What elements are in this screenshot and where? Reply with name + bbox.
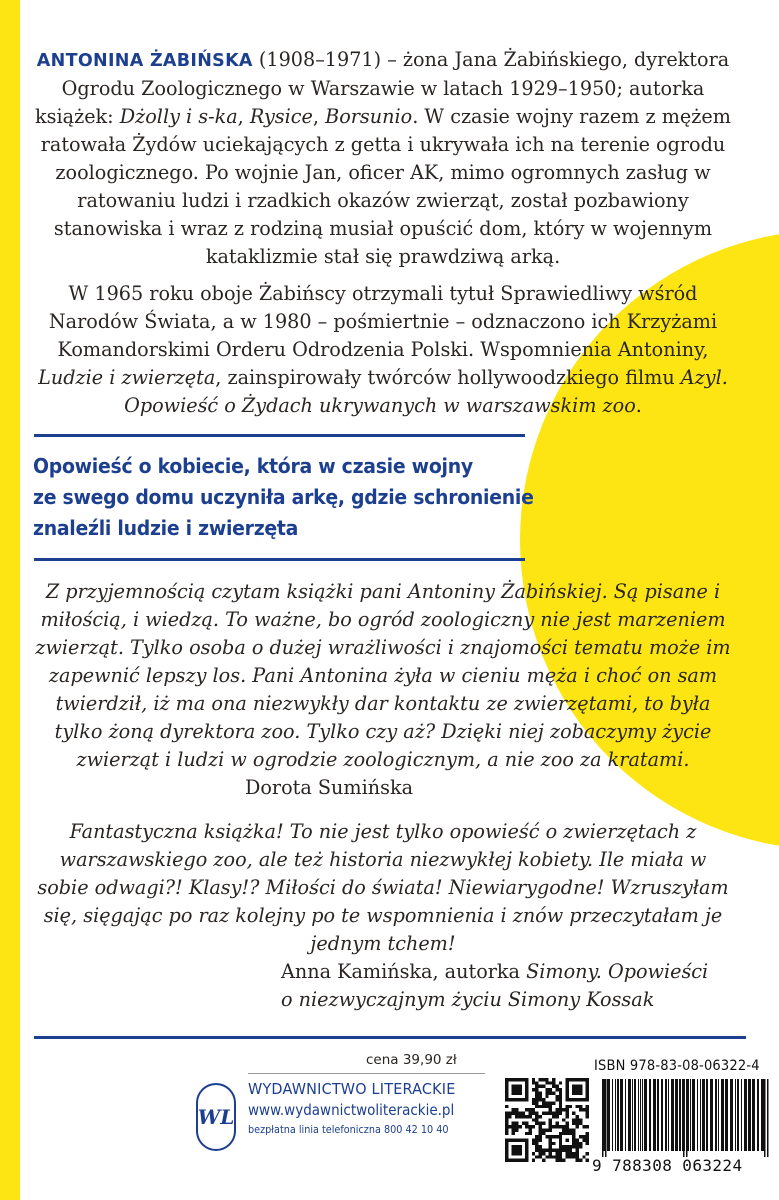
bio-text: , zainspirowały twórców hollywoodzkiego filmu <box>215 366 681 389</box>
price-divider <box>248 1073 485 1074</box>
bio-text: . W czasie wojny razem z mężem ratowała Żydów uciekających z getta i ukrywała ich na terenie ogrodu zoologicznego. Po wojnie Jan, oficer AK, mimo ogromnych zasług w ratowaniu ludzi i rzadkich okazów zwierząt, został pozbawiony stanowiska i wraz z rodziną musiał opuścić dom, który w wojennym kataklizmie stał się prawdziwą arką. <box>40 105 731 268</box>
review-author: Dorota Sumińska <box>245 776 414 799</box>
tagline-line: Opowieść o kobiecie, która w czasie wojny <box>33 454 473 478</box>
barcode-digits: 9 788308 063224 <box>592 1156 743 1175</box>
book-title: Rysice <box>249 105 313 128</box>
publisher-name: WYDAWNICTWO LITERACKIE <box>248 1080 456 1098</box>
isbn: ISBN 978-83-08-06322-4 <box>594 1058 760 1074</box>
book-title: Ludzie i zwierzęta <box>38 366 216 389</box>
bio-text: . <box>635 394 642 417</box>
bio-text: W 1965 roku oboje Żabińscy otrzymali tytuł Sprawiedliwy wśród Narodów Świata, a w 1980 – pośmiertnie – odznaczono ich Krzyżami Komandorskimi Orderu Odrodzenia Polski. Wspomnienia Antoniny, <box>48 282 718 361</box>
bio-text: (1908–1971) – żona Jana Żabińskiego, dyrektora Ogrodu Zoologicznego w Warszawie w latach 1929–1950; autorka książek: <box>35 48 730 128</box>
tagline-line: znaleźli ludzie i zwierzęta <box>33 516 299 540</box>
author-name: ANTONINA ŻABIŃSKA <box>36 51 253 71</box>
logo-letters: WL <box>197 1105 235 1129</box>
separator: , <box>312 105 326 128</box>
barcode-icon <box>592 1079 774 1157</box>
publisher-url: www.wydawnictwoliterackie.pl <box>248 1101 455 1119</box>
review-quote: Z przyjemnością czytam książki pani Antoniny Żabińskiej. Są pisane i miłością, i wiedzą. To ważne, bo ogród zoologiczny nie jest marzeniem zwierząt. Tylko osoba o dużej wrażliwości i znajomości tematu może im zapewnić lepszy los. Pani Antonina żyła w cieniu męża i choć on sam twierdził, iż ma ona niezwykły dar kontaktu ze zwierzętami, to była tylko żoną dyrektora zoo. Tylko czy aż? Dzięki niej zobaczymy życie zwierząt i ludzi w ogrodzie zoologicznym, a nie zoo za kratami. <box>35 580 731 771</box>
book-title: Dżolly i s-ka <box>119 105 238 128</box>
review-author-book: Simony. Opowieści <box>526 960 709 983</box>
qr-code-icon <box>505 1078 589 1162</box>
price: cena 39,90 zł <box>366 1052 457 1068</box>
tagline-line: ze swego domu uczyniła arkę, gdzie schronienie <box>33 485 534 509</box>
publisher-logo-icon <box>196 1083 236 1151</box>
review-quote: Fantastyczna książka! To nie jest tylko opowieść o zwierzętach z warszawskiego zoo, ale też historia niezwykłej kobiety. Ile miała w sobie odwagi?! Klasy!? Miłości do świata! Niewiarygodne! Wzruszyłam się, sięgając po raz kolejny po te wspomnienia i znów przeczytałam je jednym tchem! <box>37 820 729 955</box>
book-title: Borsunio <box>325 105 413 128</box>
publisher-phone: bezpłatna linia telefoniczna 800 42 10 40 <box>248 1124 449 1136</box>
review-author-name: Anna Kamińska, autorka <box>281 960 527 983</box>
separator: , <box>237 105 250 128</box>
review-author-book: o niezwyczajnym życiu Simony Kossak <box>281 988 655 1011</box>
film-title: Azyl. Opowieść o Żydach ukrywanych w warszawskim zoo <box>124 366 728 417</box>
